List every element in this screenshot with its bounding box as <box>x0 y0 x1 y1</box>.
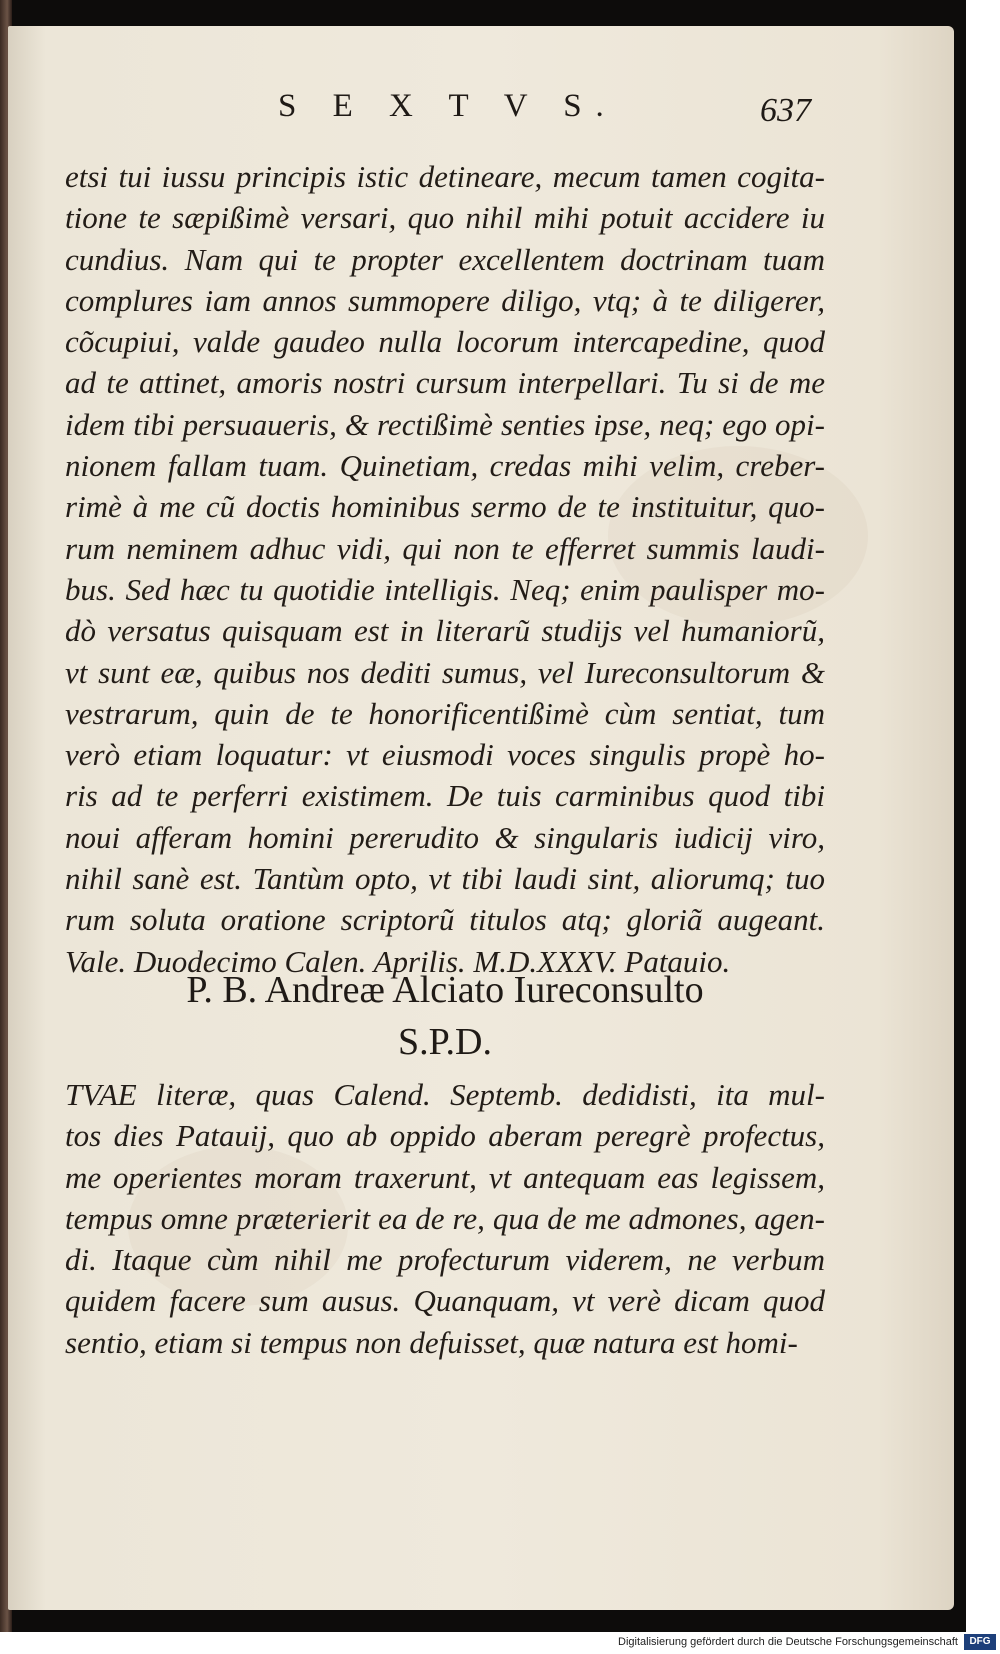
letter-salutation: S.P.D. <box>398 1021 492 1063</box>
text-line: me operientes moram traxerunt, vt antequam eas legissem, <box>65 1159 825 1195</box>
text-line: bus. Sed hæc tu quotidie intelligis. Neq; enim paulisper mo- <box>65 571 825 607</box>
text-line: nihil sanè est. Tantùm opto, vt tibi laudi sint, aliorumq; tuo <box>65 861 825 897</box>
running-head: S E X T V S. <box>278 88 618 124</box>
text-line: cundius. Nam qui te propter excellentem doctrinam tuam <box>65 241 825 277</box>
text-line: dò versatus quisquam est in literarũ studijs vel humaniorũ, <box>65 613 825 649</box>
text-line: idem tibi persuaueris, & rectißimè senties ipse, neq; ego opi- <box>65 406 825 442</box>
text-line: tempus omne præterierit ea de re, qua de me admones, agen- <box>65 1200 825 1236</box>
letter-text-1 <box>65 156 825 982</box>
text-line: ad te attinet, amoris nostri cursum interpellari. Tu si de me <box>65 365 825 401</box>
text-line: vt sunt eæ, quibus nos dediti sumus, vel Iureconsultorum & <box>65 654 825 690</box>
text-line: noui afferam homini pereruditо & singularis iudicij viro, <box>65 819 825 855</box>
digitization-credit: Digitalisierung gefördert durch die Deutsche Forschungsgemeinschaft <box>618 1636 958 1648</box>
text-line: quidem facere sum ausus. Quanquam, vt verè dicam quod <box>65 1283 825 1319</box>
text-line: rimè à me cũ doctis hominibus sermo de te instituitur, quo- <box>65 489 825 525</box>
text-line: Vale. Duodecimo Calen. Aprilis. M.D.XXXV. Patauio. <box>65 943 731 979</box>
text-line: tos dies Patauij, quo ab oppido aberam peregrè profectus, <box>65 1118 825 1154</box>
text-line: sentio, etiam si tempus non defuisset, quæ natura est homi- <box>65 1324 798 1360</box>
text-line: TVAE literæ, quas Calend. Septemb. dedidisti, ita mul- <box>65 1077 825 1112</box>
letter-text-2 <box>65 1074 825 1363</box>
text-line: rum neminem adhuc vidi, qui non te efferret summis laudi- <box>65 530 825 566</box>
text-line: vestrarum, quin de te honorificentißimè cùm sentiat, tum <box>65 695 825 731</box>
letter-heading: P. B. Andreæ Alciato Iureconsulto <box>186 969 704 1011</box>
text-line: ris ad te perferri existimem. De tuis carminibus quod tibi <box>65 778 825 814</box>
dfg-logo: DFG <box>964 1634 996 1650</box>
text-line: rum soluta oratione scriptorũ titulos atq; gloriã augeant. <box>65 902 825 938</box>
text-line: nionem fallam tuam. Quinetiam, credas mihi velim, creber- <box>65 448 825 484</box>
text-line: verò etiam loquatur: vt eiusmodi voces singulis propè ho- <box>65 737 825 773</box>
text-line: di. Itaque cùm nihil me profecturum viderem, ne verbum <box>65 1242 825 1278</box>
page-number: 637 <box>760 92 811 129</box>
text-line: cõcupiui, valde gaudeo nulla locorum intercapedine, quod <box>65 324 825 360</box>
text-line: etsi tui iussu principis istic detineare, mecum tamen cogita- <box>65 159 825 194</box>
text-line: tione te sæpißimè versari, quo nihil mihi potuit accidere iu <box>65 200 825 236</box>
book-page <box>8 26 954 1610</box>
text-line: complures iam annos summopere diligo, vtq; à te diligerer, <box>65 282 825 318</box>
